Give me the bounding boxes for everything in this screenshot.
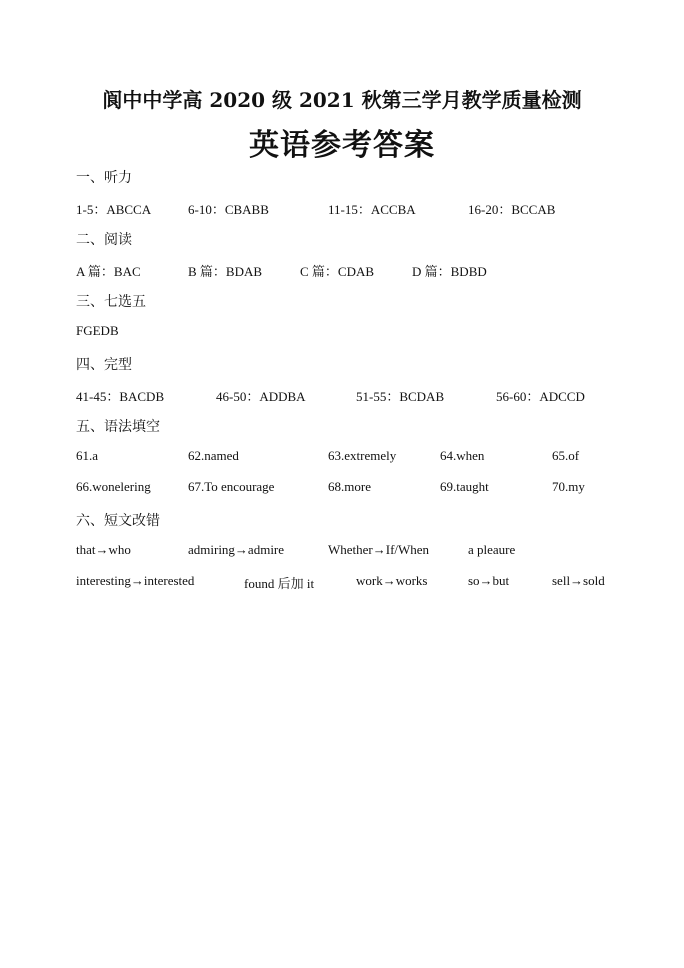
section-heading-error-correction: 六、短文改错 — [76, 513, 160, 529]
answer-item: FGEDB — [76, 323, 119, 338]
answer-item: 56-60：ADCCD — [496, 389, 585, 404]
answer-item: 65.of — [552, 448, 580, 463]
answer-item: 11-15：ACCBA — [328, 202, 416, 217]
answer-item: so→but — [468, 573, 510, 588]
answer-item: C 篇：CDAB — [300, 264, 375, 279]
exam-title: 阆中中学高 2020 级 2021 秋第三学月教学质量检测 — [102, 88, 582, 112]
answer-item: 62.named — [188, 448, 239, 463]
answer-item: 41-45：BACDB — [76, 389, 165, 404]
answer-item: 1-5：ABCCA — [76, 202, 152, 217]
error-correction-answers-row-2 — [0, 573, 684, 591]
answer-item: 67.To encourage — [188, 479, 275, 494]
answer-item: found 后加 it — [244, 576, 315, 591]
answer-key-title: 英语参考答案 — [249, 128, 435, 163]
answer-item: 68.more — [328, 479, 371, 494]
answer-item: admiring→admire — [188, 542, 285, 557]
answer-item: 6-10：CBABB — [188, 202, 269, 217]
answer-item: 61.a — [76, 448, 99, 463]
answer-item: 46-50：ADDBA — [216, 389, 306, 404]
section-heading-cloze: 四、完型 — [76, 357, 132, 373]
grammar-fill-answers-row-2 — [0, 479, 684, 497]
answer-item: A 篇：BAC — [76, 264, 141, 279]
answer-item: 51-55：BCDAB — [356, 389, 445, 404]
answer-item: B 篇：BDAB — [188, 264, 263, 279]
answer-item: 64.when — [440, 448, 485, 463]
answer-item: sell→sold — [552, 573, 605, 588]
answer-item: 63.extremely — [328, 448, 397, 463]
answer-item: 66.wonelering — [76, 479, 151, 494]
grammar-fill-answers-row-1 — [0, 448, 684, 466]
answer-item: that→who — [76, 542, 131, 557]
cloze-answers-row — [0, 386, 684, 404]
answer-item: 69.taught — [440, 479, 489, 494]
answer-item: interesting→interested — [76, 573, 195, 588]
answer-item: Whether→If/When — [328, 542, 430, 557]
listening-answers-row — [0, 199, 684, 217]
section-heading-seven-choose-five: 三、七选五 — [76, 294, 146, 310]
answer-item: D 篇：BDBD — [412, 264, 487, 279]
answer-item: a pleaure — [468, 542, 516, 557]
answer-item: 70.my — [552, 479, 585, 494]
seven-choose-five-answers-row — [0, 323, 684, 341]
section-heading-listening: 一、听力 — [76, 170, 132, 186]
answer-item: work→works — [356, 573, 428, 588]
answer-item: 16-20：BCCAB — [468, 202, 556, 217]
section-heading-reading: 二、阅读 — [76, 232, 132, 248]
reading-answers-row — [0, 261, 684, 279]
section-heading-grammar-fill: 五、语法填空 — [76, 419, 160, 435]
error-correction-answers-row-1 — [0, 542, 684, 560]
